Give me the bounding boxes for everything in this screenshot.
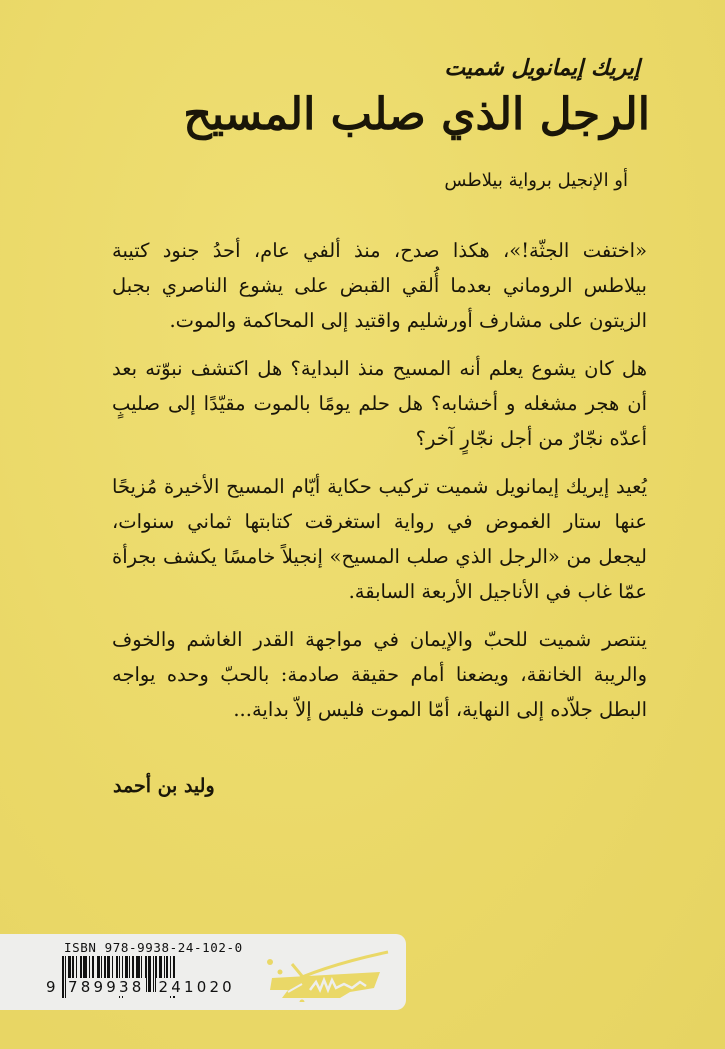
publisher-logo-icon	[262, 946, 392, 1002]
barcode-digits	[46, 978, 237, 996]
blurb-paragraph-2: هل كان يشوع يعلم أنه المسيح منذ البداية؟ هل اكتشف نبوّته بعد أن هجر مشغله و أخشابه؟ هل حلم يومًا بالموت مقيّدًا إلى صليبٍ أعدّه نجّارٌ من أجل نجّارٍ آخر؟	[112, 357, 647, 450]
book-title: الرجل الذي صلب المسيح	[183, 89, 650, 140]
isbn-label: ISBN 978-9938-24-102-0	[64, 940, 243, 955]
barcode-group-1: 789938	[68, 978, 145, 996]
barcode-group-2: 241020	[158, 978, 235, 996]
author-name: إيريك إيمانويل شميت	[444, 55, 640, 81]
blurb-paragraph-3: يُعيد إيريك إيمانويل شميت تركيب حكاية أيّام المسيح الأخيرة مُزيحًا عنها ستار الغموض في رواية استغرقت كتابتها ثماني سنوات، ليجعل من «الرجل الذي صلب المسيح» إنجيلاً خامسًا يكشف بجرأة عمّا غاب في الأناجيل الأربعة السابقة.	[112, 475, 647, 603]
blurb-text	[112, 233, 647, 740]
blurb-paragraph-1: «اختفت الجثّة!»، هكذا صدح، منذ ألفي عام، أحدُ جنود كتيبة بيلاطس الروماني بعدما أُلقي القبض على يشوع الناصري بجبل الزيتون على مشارف أورشليم واقتيد إلى المحاكمة والموت.	[112, 239, 647, 332]
book-subtitle: أو الإنجيل برواية بيلاطس	[444, 170, 628, 191]
barcode-strip	[0, 934, 406, 1010]
barcode-lead-digit: 9	[46, 978, 56, 996]
blurb-signature: وليد بن أحمد	[113, 775, 215, 797]
blurb-paragraph-4: ينتصر شميت للحبّ والإيمان في مواجهة القدر الغاشم والخوف والريبة الخانقة، ويضعنا أمام حقيقة صادمة: بالحبّ وحده يواجه البطل جلاّده إلى النهاية، أمّا الموت فليس إلاّ بداية...	[112, 628, 647, 721]
